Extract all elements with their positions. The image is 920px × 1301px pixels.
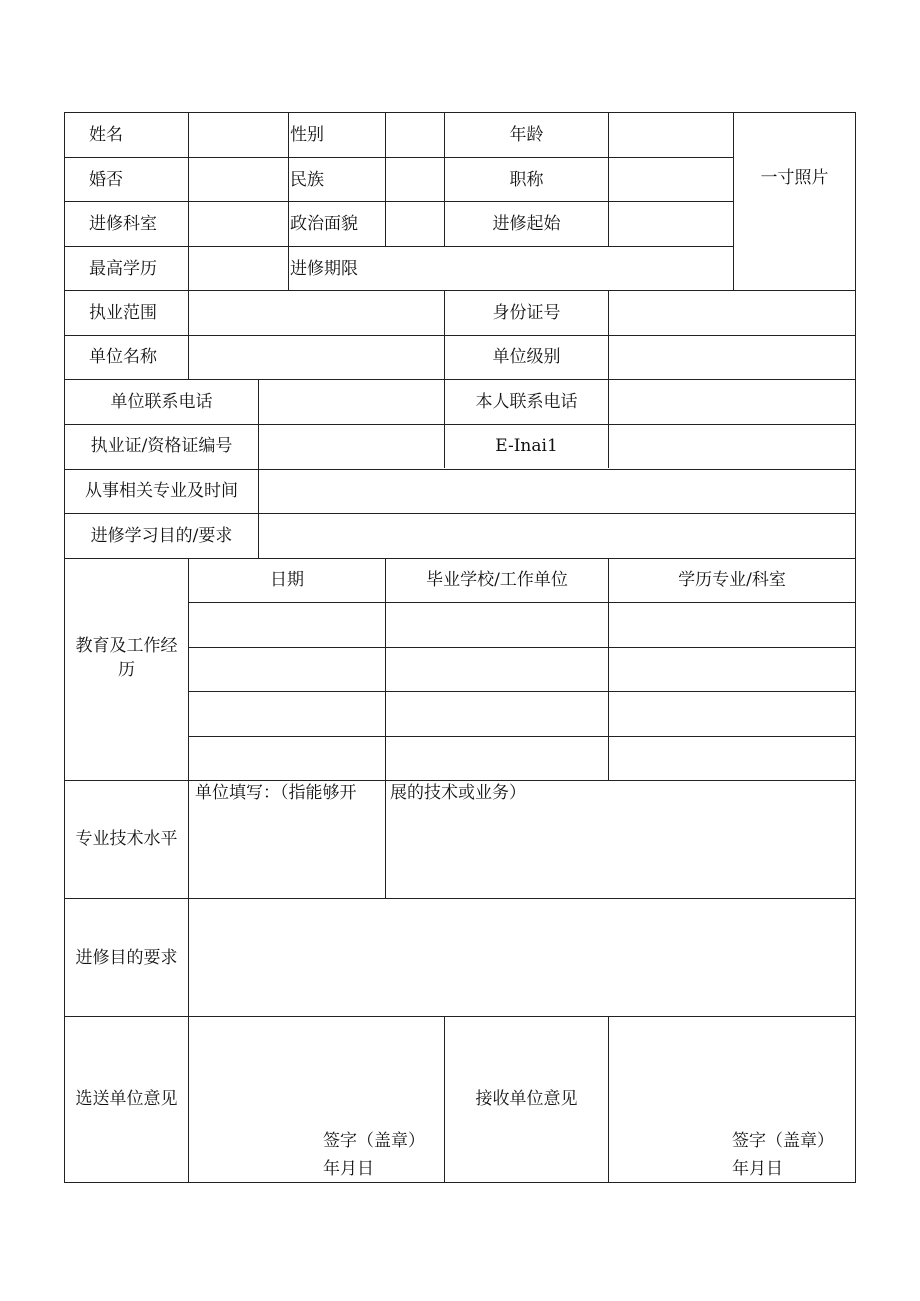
- input-related-field[interactable]: [259, 470, 855, 513]
- input-title[interactable]: [609, 158, 733, 201]
- label-receiving-opinion: 接收单位意见: [475, 1088, 578, 1109]
- label-study-goal-cell: [65, 899, 188, 1016]
- label-title: 职称: [509, 170, 544, 190]
- input-unit-level[interactable]: [609, 336, 855, 379]
- input-gender[interactable]: [386, 113, 444, 157]
- input-unit-phone[interactable]: [259, 380, 444, 424]
- label-tech-level: 专业技术水平: [75, 828, 178, 849]
- label-gender: 性别: [290, 125, 324, 145]
- label-study-goal: 进修目的要求: [75, 947, 178, 968]
- label-personal-phone: 本人联系电话: [475, 392, 578, 412]
- label-unit-name: 单位名称: [89, 347, 157, 367]
- label-political: 政治面貌: [290, 214, 358, 234]
- input-study-start[interactable]: [609, 202, 733, 246]
- input-study-goal[interactable]: [189, 899, 855, 1016]
- input-license-no[interactable]: [259, 425, 444, 469]
- input-receiving-opinion[interactable]: [609, 1017, 855, 1117]
- input-age[interactable]: [609, 113, 733, 157]
- input-ethnicity[interactable]: [386, 158, 444, 201]
- label-study-purpose: 进修学习目的/要求: [90, 526, 233, 546]
- input-marital[interactable]: [189, 158, 285, 201]
- input-id-number[interactable]: [609, 291, 855, 335]
- label-age: 年龄: [509, 125, 544, 145]
- label-receiving-cell: [445, 1017, 608, 1182]
- label-email: E-Inai1: [495, 436, 558, 456]
- label-practice-scope: 执业范围: [89, 303, 157, 323]
- edu-work-row[interactable]: [189, 648, 855, 691]
- label-sending-cell: [65, 1017, 188, 1182]
- label-edu-work-cell: [65, 559, 188, 780]
- label-study-start: 进修起始: [492, 214, 561, 234]
- input-study-purpose[interactable]: [259, 514, 855, 558]
- label-study-period: 进修期限: [290, 259, 358, 279]
- label-unit-phone: 单位联系电话: [110, 392, 213, 412]
- label-department: 进修科室: [89, 214, 157, 234]
- grid-line: [855, 112, 856, 1183]
- tech-fill-note-left: 单位填写：（指能够开: [195, 783, 357, 803]
- edu-work-row[interactable]: [189, 737, 855, 780]
- input-unit-name[interactable]: [189, 336, 444, 379]
- label-marital: 婚否: [89, 170, 123, 190]
- input-personal-phone[interactable]: [609, 380, 855, 424]
- label-related-field: 从事相关专业及时间: [85, 481, 238, 501]
- label-ethnicity: 民族: [290, 170, 324, 190]
- label-name: 姓名: [89, 125, 123, 145]
- receiving-sign-stamp: 签字（盖章）: [732, 1131, 834, 1151]
- grid-line: [64, 1182, 856, 1183]
- input-study-period[interactable]: [386, 247, 733, 290]
- input-practice-scope[interactable]: [189, 291, 444, 335]
- col-header-date: 日期: [270, 570, 304, 590]
- input-sending-opinion[interactable]: [189, 1017, 444, 1117]
- input-tech-level[interactable]: [189, 807, 855, 898]
- edu-work-row[interactable]: [189, 603, 855, 647]
- edu-work-row[interactable]: [189, 692, 855, 736]
- input-political[interactable]: [386, 202, 444, 246]
- label-sending-opinion: 选送单位意见: [75, 1088, 178, 1109]
- col-header-major: 学历专业/科室: [678, 570, 786, 590]
- sending-date: 年月日: [323, 1159, 374, 1179]
- application-form: [64, 112, 856, 1183]
- input-department[interactable]: [189, 202, 285, 246]
- tech-fill-note-right: 展的技术或业务）: [390, 783, 526, 803]
- label-education: 最高学历: [89, 259, 157, 279]
- grid-line: [288, 112, 289, 290]
- label-id-number: 身份证号: [492, 303, 561, 323]
- label-edu-work: 教育及工作经历: [75, 635, 178, 680]
- input-name[interactable]: [189, 113, 285, 157]
- label-unit-level: 单位级别: [492, 347, 561, 367]
- input-education[interactable]: [189, 247, 288, 290]
- label-license-no: 执业证/资格证编号: [90, 436, 233, 456]
- col-header-school: 毕业学校/工作单位: [426, 570, 568, 590]
- label-photo: 一寸照片: [760, 167, 829, 188]
- input-email[interactable]: [609, 425, 855, 469]
- receiving-date: 年月日: [732, 1159, 783, 1179]
- label-tech-level-cell: [65, 781, 188, 898]
- photo-box[interactable]: [734, 113, 855, 290]
- sending-sign-stamp: 签字（盖章）: [323, 1131, 425, 1151]
